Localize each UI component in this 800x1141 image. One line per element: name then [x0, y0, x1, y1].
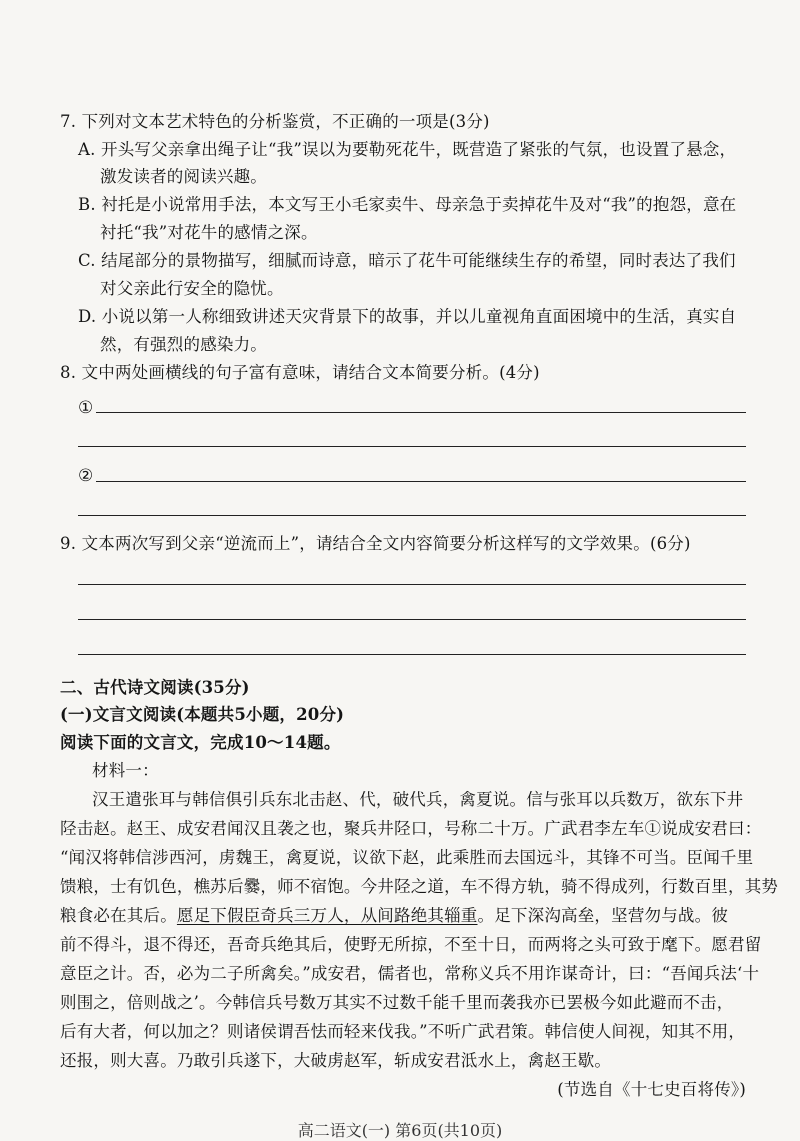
- q7-option-b: B. 衬托是小说常用手法，本文写王小毛家卖牛、母亲急于卖掉花牛及对“我”的抱怨，意在: [78, 195, 737, 214]
- passage-line: 后有大者，何以加之？则诸侯谓吾怯而轻来伐我。”不听广武君策。韩信使人间视，知其不用，: [60, 1022, 746, 1041]
- section-instruction: 阅读下面的文言文，完成10～14题。: [60, 733, 341, 752]
- q7-stem: 7. 下列对文本艺术特色的分析鉴赏，不正确的一项是(3分): [60, 112, 490, 131]
- answer-line[interactable]: [96, 412, 746, 413]
- section-subtitle: (一)文言文阅读(本题共5小题，20分): [60, 705, 345, 724]
- q7-option-d-cont: 然，有强烈的感染力。: [100, 335, 267, 354]
- q7-option-b-cont: 衬托“我”对花牛的感情之深。: [100, 223, 318, 242]
- passage-line: 意臣之计。否，必为二子所禽矣。”成安君，儒者也，常称义兵不用诈谋奇计，曰：“吾闻兵法‘十: [60, 964, 760, 983]
- passage-line: 陉击赵。赵王、成安君闻汉且袭之也，聚兵井陉口，号称二十万。广武君李左车①说成安君曰：: [60, 819, 762, 838]
- answer-line[interactable]: [96, 481, 746, 482]
- passage-line: 汉王遣张耳与韩信俱引兵东北击赵、代，破代兵，禽夏说。信与张耳以兵数万，欲东下井: [92, 790, 744, 809]
- passage-line: 馈粮，士有饥色，樵苏后爨，师不宿饱。今井陉之道，车不得方轨，骑不得成列，行数百里，其势: [60, 877, 779, 896]
- answer-line[interactable]: [78, 584, 746, 585]
- q8-stem: 8. 文中两处画横线的句子富有意味，请结合文本简要分析。(4分): [60, 363, 540, 382]
- answer-line[interactable]: [78, 515, 746, 516]
- answer-line[interactable]: [78, 446, 746, 447]
- answer-line[interactable]: [78, 654, 746, 655]
- underlined-sentence: 愿足下假臣奇兵三万人，从间路绝其辎重: [176, 906, 478, 925]
- q7-option-a: A. 开头写父亲拿出绳子让“我”误以为要勒死花牛，既营造了紧张的气氛，也设置了悬念，: [78, 140, 737, 159]
- passage-text: 粮食必在其后。: [60, 906, 177, 925]
- q7-option-c: C. 结尾部分的景物描写，细腻而诗意，暗示了花牛可能继续生存的希望，同时表达了我们: [78, 251, 736, 270]
- passage-line: [60, 904, 728, 928]
- material-label: 材料一：: [92, 761, 159, 780]
- q7-option-a-cont: 激发读者的阅读兴趣。: [100, 167, 267, 186]
- page-footer: 高二语文(一) 第6页(共10页): [297, 1121, 503, 1140]
- passage-source: (节选自《十七史百将传》): [557, 1080, 746, 1099]
- passage-line: “闻汉将韩信涉西河，虏魏王，禽夏说，议欲下赵，此乘胜而去国远斗，其锋不可当。臣闻千里: [60, 848, 754, 867]
- q8-answer-mark-1: ①: [78, 398, 94, 418]
- q8-answer-mark-2: ②: [78, 466, 94, 486]
- passage-line: 前不得斗，退不得还，吾奇兵绝其后，使野无所掠，不至十日，而两将之头可致于麾下。愿君留: [60, 935, 762, 954]
- answer-line[interactable]: [78, 619, 746, 620]
- q9-stem: 9. 文本两次写到父亲“逆流而上”，请结合全文内容简要分析这样写的文学效果。(6分): [60, 534, 691, 553]
- q7-option-d: D. 小说以第一人称细致讲述天灾背景下的故事，并以儿童视角直面困境中的生活，真实自: [78, 307, 737, 326]
- passage-line-punctuation-question: 则围之，倍则战之’。今韩信兵号数万其实不过数千能千里而袭我亦已罢极今如此避而不击，: [60, 993, 734, 1012]
- passage-line: 还报，则大喜。乃敢引兵遂下，大破虏赵军，斩成安君泜水上，禽赵王歇。: [60, 1051, 612, 1070]
- q7-option-c-cont: 对父亲此行安全的隐忧。: [100, 279, 284, 298]
- section-title: 二、古代诗文阅读(35分): [60, 678, 250, 697]
- passage-text: 。足下深沟高垒，坚营勿与战。彼: [477, 906, 729, 925]
